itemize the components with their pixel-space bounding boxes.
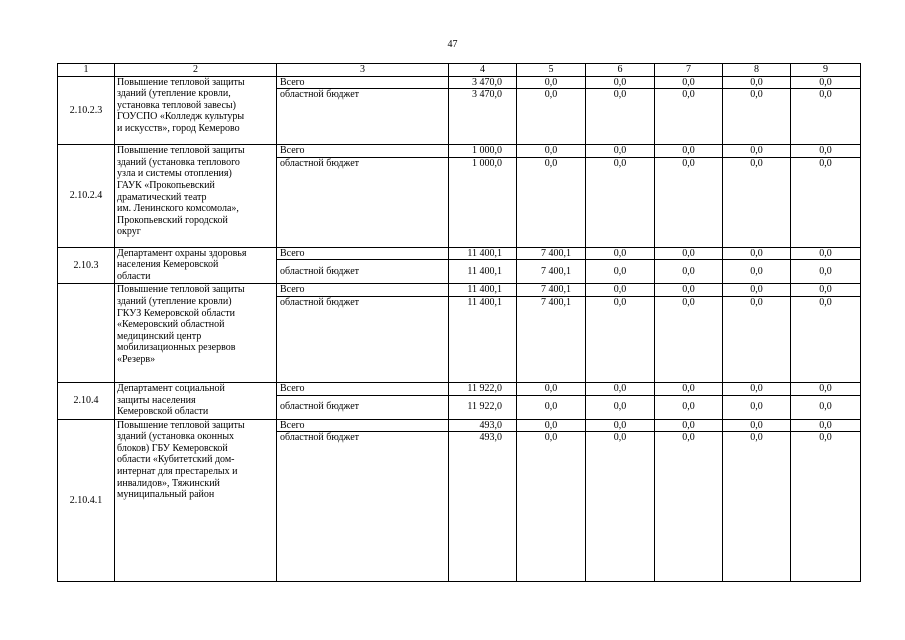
column-header: 3 bbox=[277, 64, 449, 77]
value-cell: 11 400,1 bbox=[449, 284, 517, 297]
column-header: 6 bbox=[586, 64, 655, 77]
row-code: 2.10.2.3 bbox=[58, 76, 115, 145]
funding-source: областной бюджет bbox=[277, 296, 449, 382]
table-row bbox=[58, 145, 861, 158]
row-name-line: инвалидов», Тяжинский bbox=[117, 477, 220, 489]
column-header: 1 bbox=[58, 64, 115, 77]
value-cell: 11 400,1 bbox=[449, 260, 517, 284]
value-cell: 0,0 bbox=[723, 395, 791, 419]
value-cell: 0,0 bbox=[723, 89, 791, 145]
value-cell: 0,0 bbox=[723, 284, 791, 297]
row-name-line: ГКУЗ Кемеровской области bbox=[117, 307, 235, 319]
row-name bbox=[115, 284, 277, 383]
funding-source: Всего bbox=[277, 284, 449, 297]
funding-source: Всего bbox=[277, 247, 449, 260]
row-name-line: зданий (утепление кровли) bbox=[117, 295, 232, 307]
value-cell: 0,0 bbox=[586, 419, 655, 432]
value-cell: 0,0 bbox=[655, 76, 723, 89]
value-cell: 0,0 bbox=[655, 419, 723, 432]
value-cell: 3 470,0 bbox=[449, 89, 517, 145]
value-cell: 0,0 bbox=[655, 247, 723, 260]
funding-source: Всего bbox=[277, 76, 449, 89]
row-name-line: ГАУК «Прокопьевский bbox=[117, 179, 215, 191]
value-cell: 0,0 bbox=[723, 145, 791, 158]
row-name-line: узла и системы отопления) bbox=[117, 168, 232, 180]
value-cell: 0,0 bbox=[723, 157, 791, 247]
value-cell: 0,0 bbox=[655, 145, 723, 158]
row-name bbox=[115, 247, 277, 284]
funding-source: Всего bbox=[277, 419, 449, 432]
value-cell: 0,0 bbox=[791, 284, 861, 297]
value-cell: 0,0 bbox=[586, 382, 655, 395]
row-name-line: Прокопьевский городской bbox=[117, 214, 228, 226]
value-cell: 0,0 bbox=[791, 89, 861, 145]
value-cell: 0,0 bbox=[723, 419, 791, 432]
row-name-line: им. Ленинского комсомола», bbox=[117, 203, 239, 215]
row-name-line: Повышение тепловой защиты bbox=[117, 76, 245, 88]
value-cell: 11 400,1 bbox=[449, 296, 517, 382]
value-cell: 0,0 bbox=[655, 296, 723, 382]
row-name-line: интернат для престарелых и bbox=[117, 465, 238, 477]
value-cell: 0,0 bbox=[586, 76, 655, 89]
value-cell: 0,0 bbox=[723, 432, 791, 582]
row-name-line: зданий (установка теплового bbox=[117, 156, 240, 168]
table-row bbox=[58, 382, 861, 395]
column-header-row bbox=[58, 64, 861, 77]
value-cell: 0,0 bbox=[586, 157, 655, 247]
funding-source: Всего bbox=[277, 382, 449, 395]
row-name-line: установка тепловой завесы) bbox=[117, 99, 236, 111]
value-cell: 0,0 bbox=[517, 157, 586, 247]
value-cell: 0,0 bbox=[586, 284, 655, 297]
value-cell: 0,0 bbox=[791, 382, 861, 395]
column-header: 7 bbox=[655, 64, 723, 77]
row-name-line: мобилизационных резервов bbox=[117, 342, 236, 354]
value-cell: 0,0 bbox=[655, 395, 723, 419]
row-name-line: округ bbox=[117, 226, 141, 238]
column-header: 5 bbox=[517, 64, 586, 77]
row-name bbox=[115, 145, 277, 248]
value-cell: 7 400,1 bbox=[517, 247, 586, 260]
row-name-line: области bbox=[117, 270, 151, 282]
column-header: 9 bbox=[791, 64, 861, 77]
table-row bbox=[58, 76, 861, 89]
value-cell: 493,0 bbox=[449, 419, 517, 432]
row-name-line: Департамент социальной bbox=[117, 382, 225, 394]
row-name bbox=[115, 76, 277, 145]
row-name-line: ГОУСПО «Колледж культуры bbox=[117, 111, 245, 123]
column-header: 4 bbox=[449, 64, 517, 77]
value-cell: 0,0 bbox=[586, 260, 655, 284]
funding-source: областной бюджет bbox=[277, 260, 449, 284]
table-row bbox=[58, 284, 861, 297]
value-cell: 0,0 bbox=[517, 419, 586, 432]
value-cell: 0,0 bbox=[791, 395, 861, 419]
funding-source: областной бюджет bbox=[277, 395, 449, 419]
value-cell: 0,0 bbox=[586, 145, 655, 158]
value-cell: 0,0 bbox=[517, 382, 586, 395]
row-name-line: области «Кубитетский дом- bbox=[117, 454, 235, 466]
value-cell: 0,0 bbox=[791, 157, 861, 247]
value-cell: 0,0 bbox=[791, 419, 861, 432]
value-cell: 0,0 bbox=[723, 260, 791, 284]
value-cell: 0,0 bbox=[655, 260, 723, 284]
value-cell: 0,0 bbox=[791, 432, 861, 582]
row-name-line: и искусств», город Кемерово bbox=[117, 122, 240, 134]
column-header: 2 bbox=[115, 64, 277, 77]
row-code: 2.10.3 bbox=[58, 247, 115, 284]
value-cell: 493,0 bbox=[449, 432, 517, 582]
page-number: 47 bbox=[447, 39, 458, 50]
row-name-line: Повышение тепловой защиты bbox=[117, 284, 245, 296]
value-cell: 0,0 bbox=[517, 145, 586, 158]
value-cell: 0,0 bbox=[517, 89, 586, 145]
value-cell: 0,0 bbox=[586, 432, 655, 582]
value-cell: 0,0 bbox=[723, 382, 791, 395]
value-cell: 0,0 bbox=[723, 76, 791, 89]
value-cell: 11 922,0 bbox=[449, 382, 517, 395]
row-name-line: зданий (утепление кровли, bbox=[117, 88, 231, 100]
value-cell: 11 922,0 bbox=[449, 395, 517, 419]
value-cell: 1 000,0 bbox=[449, 157, 517, 247]
value-cell: 0,0 bbox=[586, 247, 655, 260]
value-cell: 0,0 bbox=[791, 260, 861, 284]
value-cell: 0,0 bbox=[655, 89, 723, 145]
value-cell: 7 400,1 bbox=[517, 284, 586, 297]
value-cell: 7 400,1 bbox=[517, 296, 586, 382]
value-cell: 0,0 bbox=[655, 382, 723, 395]
value-cell: 1 000,0 bbox=[449, 145, 517, 158]
row-name-line: драматический театр bbox=[117, 191, 207, 203]
value-cell: 0,0 bbox=[517, 432, 586, 582]
row-name bbox=[115, 382, 277, 419]
row-name-line: медицинский центр bbox=[117, 330, 202, 342]
funding-source: областной бюджет bbox=[277, 432, 449, 582]
value-cell: 0,0 bbox=[791, 145, 861, 158]
value-cell: 3 470,0 bbox=[449, 76, 517, 89]
funding-source: Всего bbox=[277, 145, 449, 158]
row-code: 2.10.4.1 bbox=[58, 419, 115, 582]
value-cell: 0,0 bbox=[517, 76, 586, 89]
table-row bbox=[58, 247, 861, 260]
row-name-line: «Резерв» bbox=[117, 353, 156, 365]
funding-source: областной бюджет bbox=[277, 89, 449, 145]
value-cell: 0,0 bbox=[586, 296, 655, 382]
value-cell: 0,0 bbox=[791, 296, 861, 382]
value-cell: 0,0 bbox=[586, 89, 655, 145]
table-row bbox=[58, 419, 861, 432]
value-cell: 7 400,1 bbox=[517, 260, 586, 284]
row-code: 2.10.2.4 bbox=[58, 145, 115, 248]
row-name-line: зданий (установка оконных bbox=[117, 431, 235, 443]
row-name-line: Повышение тепловой защиты bbox=[117, 419, 245, 431]
value-cell: 0,0 bbox=[791, 76, 861, 89]
row-code bbox=[58, 284, 115, 383]
row-name-line: блоков) ГБУ Кемеровской bbox=[117, 442, 228, 454]
value-cell: 0,0 bbox=[791, 247, 861, 260]
row-name-line: «Кемеровский областной bbox=[117, 319, 225, 331]
funding-source: областной бюджет bbox=[277, 157, 449, 247]
row-name bbox=[115, 419, 277, 582]
value-cell: 11 400,1 bbox=[449, 247, 517, 260]
value-cell: 0,0 bbox=[655, 432, 723, 582]
row-name-line: защиты населения bbox=[117, 394, 196, 406]
column-header: 8 bbox=[723, 64, 791, 77]
value-cell: 0,0 bbox=[517, 395, 586, 419]
budget-table bbox=[57, 63, 861, 582]
row-name-line: населения Кемеровской bbox=[117, 259, 219, 271]
row-name-line: Кемеровской области bbox=[117, 406, 209, 418]
value-cell: 0,0 bbox=[655, 284, 723, 297]
row-code: 2.10.4 bbox=[58, 382, 115, 419]
row-name-line: Департамент охраны здоровья bbox=[117, 247, 247, 259]
value-cell: 0,0 bbox=[655, 157, 723, 247]
row-name-line: Повышение тепловой защиты bbox=[117, 145, 245, 157]
value-cell: 0,0 bbox=[723, 247, 791, 260]
value-cell: 0,0 bbox=[723, 296, 791, 382]
table-body bbox=[58, 64, 861, 582]
value-cell: 0,0 bbox=[586, 395, 655, 419]
row-name-line: муниципальный район bbox=[117, 489, 215, 501]
